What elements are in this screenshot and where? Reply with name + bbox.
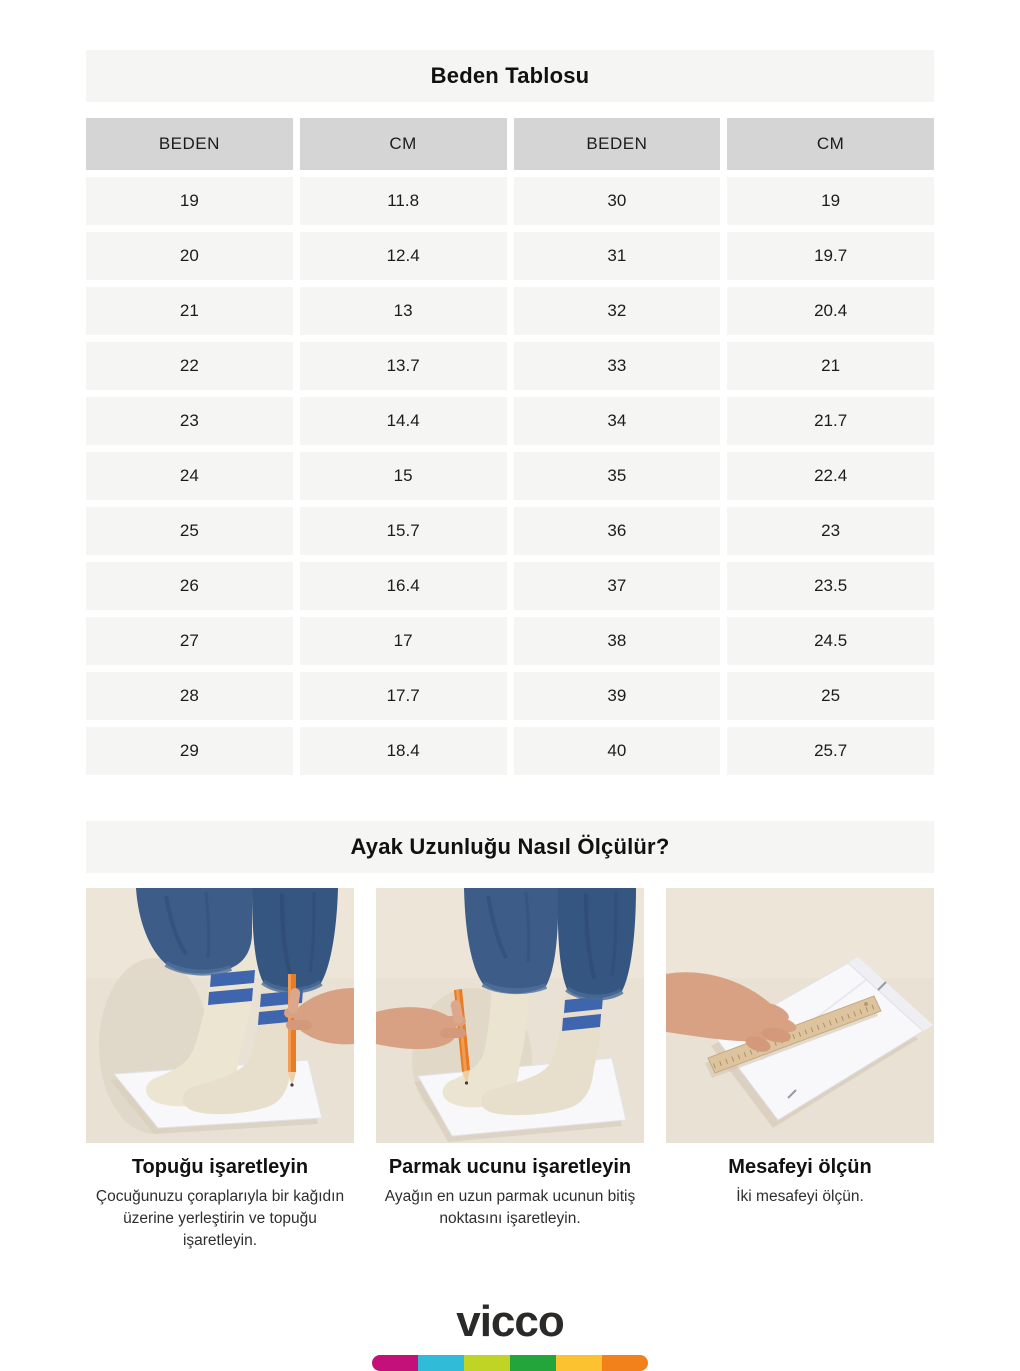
size-table-cell: 19 <box>86 177 293 225</box>
color-bar-segment <box>510 1355 556 1371</box>
step-description: Ayağın en uzun parmak ucunun bitiş noktasını işaretleyin. <box>384 1188 636 1227</box>
size-table-cell: 36 <box>514 507 721 555</box>
size-table-header-cell: CM <box>300 118 507 170</box>
ruler-measure-photo <box>666 888 934 1143</box>
size-table-header-cell: BEDEN <box>514 118 721 170</box>
step-title: Parmak ucunu işaretleyin <box>388 1156 632 1178</box>
howto-step-heel <box>86 888 354 1252</box>
size-guide-page <box>86 0 934 1371</box>
size-table-cell: 22 <box>86 342 293 390</box>
size-table-cell: 25.7 <box>727 727 934 775</box>
size-table-cell: 15 <box>300 452 507 500</box>
size-table-cell: 38 <box>514 617 721 665</box>
size-table-cell: 24.5 <box>727 617 934 665</box>
size-table-cell: 21.7 <box>727 397 934 445</box>
size-table-cell: 14.4 <box>300 397 507 445</box>
size-table-cell: 16.4 <box>300 562 507 610</box>
size-table-cell: 26 <box>86 562 293 610</box>
howto-title: Ayak Uzunluğu Nasıl Ölçülür? <box>350 834 670 859</box>
vicco-logo: vicco <box>456 1297 564 1346</box>
size-table-cell: 32 <box>514 287 721 335</box>
ruler-measure-illustration <box>666 888 934 1143</box>
size-table-cell: 11.8 <box>300 177 507 225</box>
size-table-cell: 19 <box>727 177 934 225</box>
size-table-cell: 25 <box>727 672 934 720</box>
step-description: İki mesafeyi ölçün. <box>736 1188 864 1205</box>
size-table-cell: 39 <box>514 672 721 720</box>
heel-mark-photo <box>86 888 354 1143</box>
size-table-cell: 13 <box>300 287 507 335</box>
size-table-cell: 23.5 <box>727 562 934 610</box>
size-table-cell: 34 <box>514 397 721 445</box>
size-table-cell: 17.7 <box>300 672 507 720</box>
color-bar-segment <box>372 1355 418 1371</box>
size-table-header-cell: BEDEN <box>86 118 293 170</box>
size-table-cell: 37 <box>514 562 721 610</box>
size-table-title: Beden Tablosu <box>430 63 590 88</box>
size-table-cell: 21 <box>86 287 293 335</box>
size-table-header-cell: CM <box>727 118 934 170</box>
color-bar-segment <box>418 1355 464 1371</box>
howto-title-banner <box>86 821 934 873</box>
size-table-cell: 19.7 <box>727 232 934 280</box>
size-table-grid <box>86 118 934 775</box>
size-table-cell: 15.7 <box>300 507 507 555</box>
color-bar-segment <box>602 1355 648 1371</box>
size-table-cell: 33 <box>514 342 721 390</box>
size-table-cell: 27 <box>86 617 293 665</box>
size-table-cell: 35 <box>514 452 721 500</box>
size-table-cell: 23 <box>86 397 293 445</box>
size-table-cell: 12.4 <box>300 232 507 280</box>
brand-footer <box>86 1297 934 1371</box>
size-table-title-banner <box>86 50 934 102</box>
heel-mark-illustration <box>86 888 354 1143</box>
toe-mark-illustration <box>376 888 644 1143</box>
size-table-cell: 18.4 <box>300 727 507 775</box>
brand-color-bar <box>372 1355 648 1371</box>
size-table-cell: 31 <box>514 232 721 280</box>
howto-step-toe <box>376 888 644 1252</box>
size-table-cell: 20.4 <box>727 287 934 335</box>
howto-step-measure <box>666 888 934 1252</box>
size-table-cell: 13.7 <box>300 342 507 390</box>
size-table-cell: 28 <box>86 672 293 720</box>
size-table-cell: 40 <box>514 727 721 775</box>
size-table-cell: 30 <box>514 177 721 225</box>
step-description: Çocuğunuzu çoraplarıyla bir kağıdın üzerine yerleştirin ve topuğu işaretleyin. <box>95 1188 345 1249</box>
size-table-cell: 24 <box>86 452 293 500</box>
color-bar-segment <box>556 1355 602 1371</box>
size-table-cell: 20 <box>86 232 293 280</box>
size-table-cell: 17 <box>300 617 507 665</box>
step-title: Mesafeyi ölçün <box>728 1156 872 1178</box>
size-table-cell: 21 <box>727 342 934 390</box>
toe-mark-photo <box>376 888 644 1143</box>
size-table-cell: 25 <box>86 507 293 555</box>
size-table-cell: 22.4 <box>727 452 934 500</box>
howto-steps-row <box>86 888 934 1252</box>
size-table-cell: 23 <box>727 507 934 555</box>
color-bar-segment <box>464 1355 510 1371</box>
size-table-cell: 29 <box>86 727 293 775</box>
step-title: Topuğu işaretleyin <box>131 1156 309 1178</box>
